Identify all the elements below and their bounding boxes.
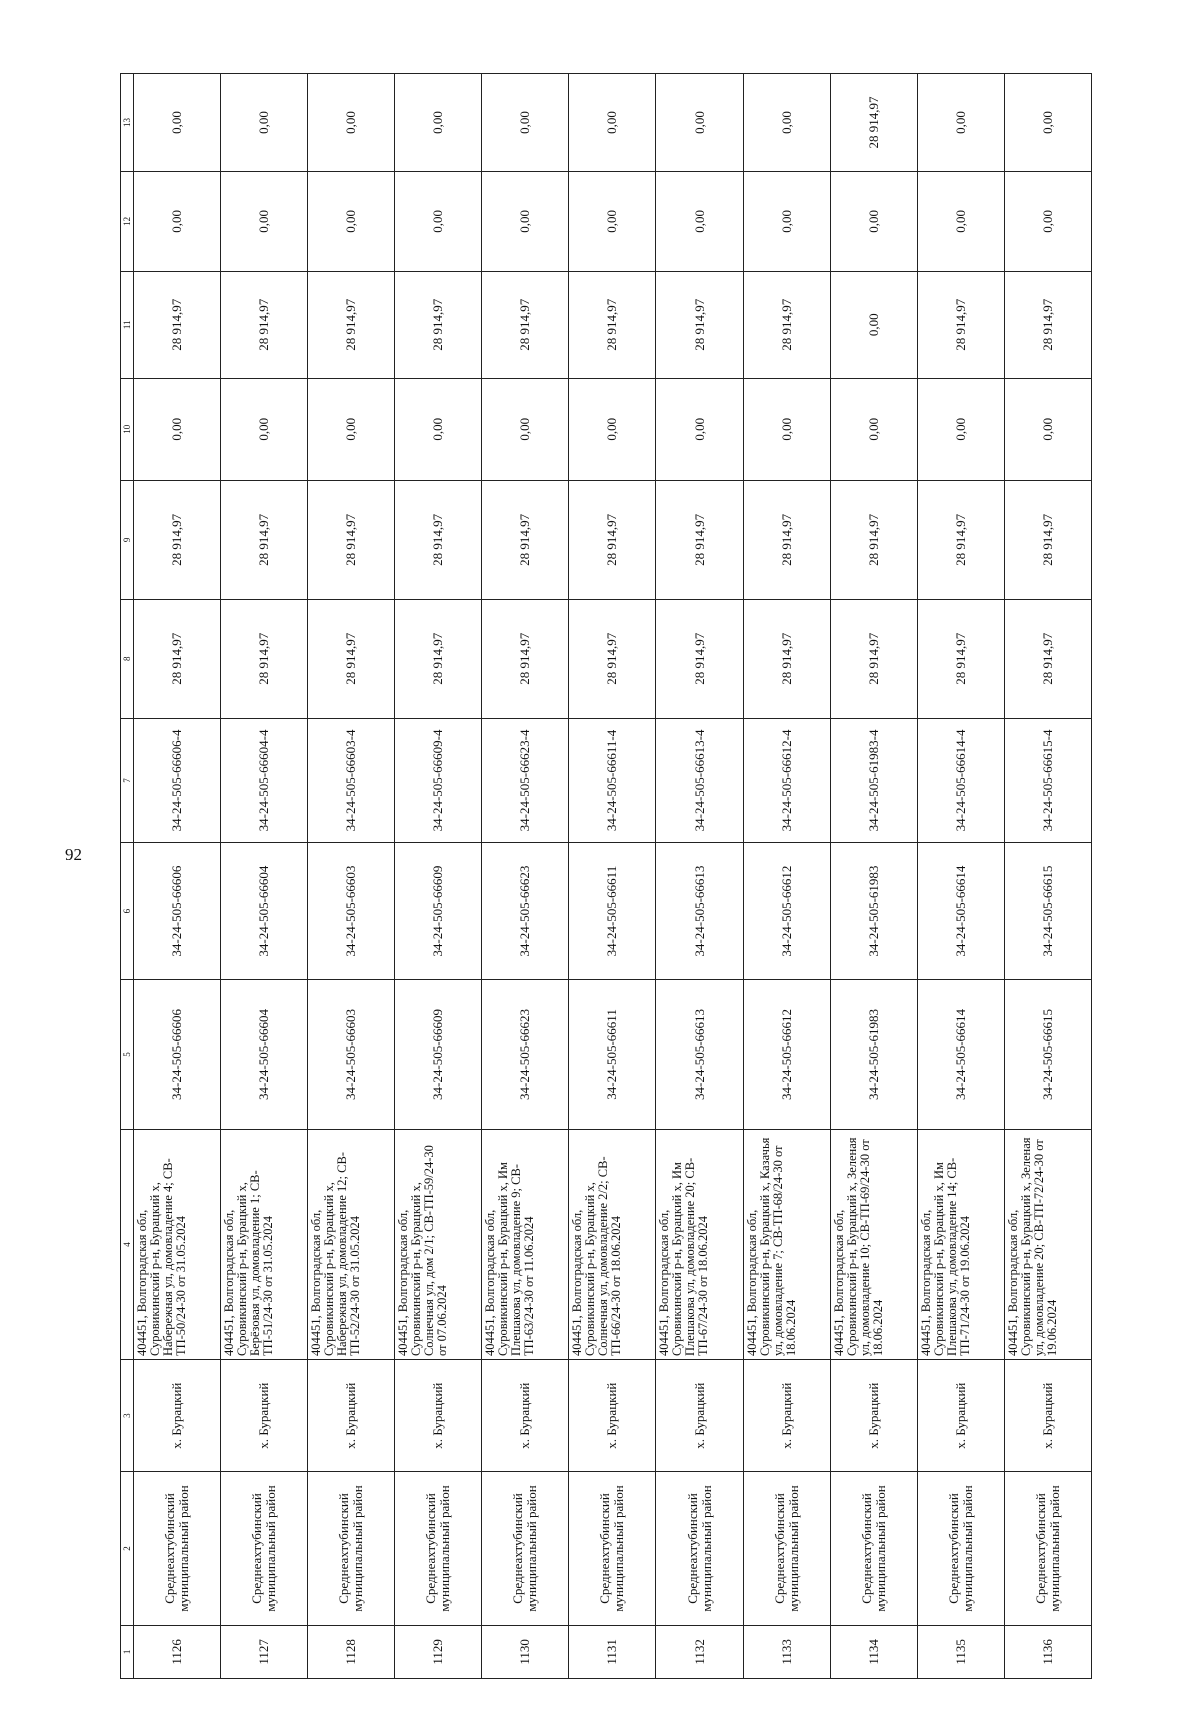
account-number-cell: 34-24-505-66609-4	[395, 718, 482, 842]
table-row	[221, 74, 308, 1679]
object-number-cell: 34-24-505-66615	[1004, 843, 1091, 980]
account-number-cell: 34-24-505-61983-4	[830, 718, 917, 842]
cadastral-number-cell: 34-24-505-66613	[656, 979, 743, 1129]
amount-cell: 28 914,97	[308, 271, 395, 378]
data-table	[120, 73, 1092, 1679]
amount-cell: 0,00	[569, 378, 656, 480]
amount-cell: 28 914,97	[1004, 599, 1091, 718]
amount-cell: 0,00	[1004, 378, 1091, 480]
amount-cell: 0,00	[1004, 171, 1091, 271]
amount-cell: 0,00	[221, 74, 308, 172]
amount-cell: 28 914,97	[743, 271, 830, 378]
amount-cell: 0,00	[134, 378, 221, 480]
amount-cell: 28 914,97	[308, 599, 395, 718]
amount-cell: 0,00	[830, 378, 917, 480]
amount-cell: 0,00	[395, 74, 482, 172]
account-number-cell: 34-24-505-66623-4	[482, 718, 569, 842]
settlement-cell: х. Бурацкий	[830, 1360, 917, 1472]
account-number-cell: 34-24-505-66603-4	[308, 718, 395, 842]
address-cell: 404451, Волгоградская обл, Суровикинский р-н, Бурацкий х, Солнечная ул, дом 2/1; СВ-ТП-59/24-30 от 07.06.2024	[395, 1129, 482, 1359]
amount-cell: 28 914,97	[395, 599, 482, 718]
amount-cell: 0,00	[308, 378, 395, 480]
amount-cell: 0,00	[917, 74, 1004, 172]
amount-cell: 28 914,97	[743, 599, 830, 718]
amount-cell: 28 914,97	[1004, 271, 1091, 378]
amount-cell: 0,00	[395, 171, 482, 271]
amount-cell: 28 914,97	[830, 599, 917, 718]
address-cell: 404451, Волгоградская обл, Суровикинский р-н, Бурацкий х, Им Плешакова ул, домовладение 14; СВ-ТП-71/24-30 от 19.06.2024	[917, 1129, 1004, 1359]
row-number-cell: 1130	[482, 1625, 569, 1678]
amount-cell: 28 914,97	[395, 271, 482, 378]
district-cell: Среднеахтубинский муниципальный район	[221, 1472, 308, 1625]
row-number-cell: 1133	[743, 1625, 830, 1678]
object-number-cell: 34-24-505-66612	[743, 843, 830, 980]
column-header: 8	[121, 599, 134, 718]
column-header: 9	[121, 480, 134, 599]
district-cell: Среднеахтубинский муниципальный район	[308, 1472, 395, 1625]
amount-cell: 0,00	[1004, 74, 1091, 172]
cadastral-number-cell: 34-24-505-66615	[1004, 979, 1091, 1129]
account-number-cell: 34-24-505-66604-4	[221, 718, 308, 842]
settlement-cell: х. Бурацкий	[395, 1360, 482, 1472]
object-number-cell: 34-24-505-66611	[569, 843, 656, 980]
district-cell: Среднеахтубинский муниципальный район	[134, 1472, 221, 1625]
district-cell: Среднеахтубинский муниципальный район	[395, 1472, 482, 1625]
column-header: 2	[121, 1472, 134, 1625]
district-cell: Среднеахтубинский муниципальный район	[569, 1472, 656, 1625]
header-row	[121, 74, 134, 1679]
row-number-cell: 1129	[395, 1625, 482, 1678]
page-number: 92	[65, 845, 82, 864]
column-header: 1	[121, 1625, 134, 1678]
district-cell: Среднеахтубинский муниципальный район	[830, 1472, 917, 1625]
object-number-cell: 34-24-505-66623	[482, 843, 569, 980]
table-row	[395, 74, 482, 1679]
amount-cell: 28 914,97	[656, 480, 743, 599]
amount-cell: 0,00	[830, 171, 917, 271]
account-number-cell: 34-24-505-66613-4	[656, 718, 743, 842]
row-number-cell: 1136	[1004, 1625, 1091, 1678]
rotated-table-container	[120, 73, 1092, 1679]
object-number-cell: 34-24-505-66609	[395, 843, 482, 980]
table-row	[743, 74, 830, 1679]
amount-cell: 28 914,97	[308, 480, 395, 599]
amount-cell: 28 914,97	[134, 599, 221, 718]
amount-cell: 0,00	[917, 171, 1004, 271]
column-header: 12	[121, 171, 134, 271]
amount-cell: 0,00	[134, 74, 221, 172]
row-number-cell: 1127	[221, 1625, 308, 1678]
amount-cell: 0,00	[830, 271, 917, 378]
amount-cell: 0,00	[743, 74, 830, 172]
table-row	[830, 74, 917, 1679]
settlement-cell: х. Бурацкий	[221, 1360, 308, 1472]
cadastral-number-cell: 34-24-505-66604	[221, 979, 308, 1129]
column-header: 7	[121, 718, 134, 842]
account-number-cell: 34-24-505-66614-4	[917, 718, 1004, 842]
amount-cell: 28 914,97	[134, 271, 221, 378]
cadastral-number-cell: 34-24-505-66603	[308, 979, 395, 1129]
address-cell: 404451, Волгоградская обл, Суровикинский р-н, Бурацкий х, Набережная ул, домовладение 12; СВ-ТП-52/24-30 от 31.05.2024	[308, 1129, 395, 1359]
account-number-cell: 34-24-505-66615-4	[1004, 718, 1091, 842]
row-number-cell: 1134	[830, 1625, 917, 1678]
amount-cell: 28 914,97	[221, 599, 308, 718]
address-cell: 404451, Волгоградская обл, Суровикинский р-н, Бурацкий х, Зеленая ул, домовладение 20; СВ-ТП-72/24-30 от 19.06.2024	[1004, 1129, 1091, 1359]
amount-cell: 0,00	[743, 378, 830, 480]
object-number-cell: 34-24-505-66604	[221, 843, 308, 980]
row-number-cell: 1128	[308, 1625, 395, 1678]
amount-cell: 28 914,97	[656, 271, 743, 378]
amount-cell: 28 914,97	[917, 599, 1004, 718]
settlement-cell: х. Бурацкий	[569, 1360, 656, 1472]
amount-cell: 28 914,97	[569, 480, 656, 599]
object-number-cell: 34-24-505-66613	[656, 843, 743, 980]
amount-cell: 28 914,97	[830, 480, 917, 599]
cadastral-number-cell: 34-24-505-66614	[917, 979, 1004, 1129]
amount-cell: 28 914,97	[569, 271, 656, 378]
cadastral-number-cell: 34-24-505-66609	[395, 979, 482, 1129]
amount-cell: 0,00	[569, 171, 656, 271]
amount-cell: 28 914,97	[656, 599, 743, 718]
district-cell: Среднеахтубинский муниципальный район	[743, 1472, 830, 1625]
amount-cell: 28 914,97	[221, 480, 308, 599]
cadastral-number-cell: 34-24-505-66611	[569, 979, 656, 1129]
column-header: 5	[121, 979, 134, 1129]
amount-cell: 0,00	[656, 74, 743, 172]
amount-cell: 28 914,97	[482, 480, 569, 599]
amount-cell: 28 914,97	[917, 480, 1004, 599]
table-row	[482, 74, 569, 1679]
amount-cell: 0,00	[656, 378, 743, 480]
table-row	[917, 74, 1004, 1679]
settlement-cell: х. Бурацкий	[656, 1360, 743, 1472]
address-cell: 404451, Волгоградская обл, Суровикинский р-н, Бурацкий х, Казачья ул, домовладение 7; СВ-ТП-68/24-30 от 18.06.2024	[743, 1129, 830, 1359]
amount-cell: 28 914,97	[134, 480, 221, 599]
amount-cell: 28 914,97	[917, 271, 1004, 378]
settlement-cell: х. Бурацкий	[917, 1360, 1004, 1472]
amount-cell: 0,00	[134, 171, 221, 271]
cadastral-number-cell: 34-24-505-66606	[134, 979, 221, 1129]
table-row	[308, 74, 395, 1679]
amount-cell: 28 914,97	[395, 480, 482, 599]
address-cell: 404451, Волгоградская обл, Суровикинский р-н, Бурацкий х, Солнечная ул, домовладение 2/2; СВ-ТП-66/24-30 от 18.06.2024	[569, 1129, 656, 1359]
amount-cell: 0,00	[743, 171, 830, 271]
amount-cell: 28 914,97	[830, 74, 917, 172]
settlement-cell: х. Бурацкий	[482, 1360, 569, 1472]
amount-cell: 0,00	[221, 171, 308, 271]
amount-cell: 0,00	[482, 74, 569, 172]
amount-cell: 28 914,97	[221, 271, 308, 378]
amount-cell: 0,00	[482, 378, 569, 480]
amount-cell: 0,00	[569, 74, 656, 172]
district-cell: Среднеахтубинский муниципальный район	[917, 1472, 1004, 1625]
settlement-cell: х. Бурацкий	[308, 1360, 395, 1472]
district-cell: Среднеахтубинский муниципальный район	[1004, 1472, 1091, 1625]
address-cell: 404451, Волгоградская обл, Суровикинский р-н, Бурацкий х, Зеленая ул, домовладение 10; СВ-ТП-69/24-30 от 18.06.2024	[830, 1129, 917, 1359]
amount-cell: 0,00	[308, 74, 395, 172]
address-cell: 404451, Волгоградская обл, Суровикинский р-н, Бурацкий х, Им Плешакова ул, домовладение 9; СВ-ТП-63/24-30 от 11.06.2024	[482, 1129, 569, 1359]
amount-cell: 28 914,97	[569, 599, 656, 718]
column-header: 6	[121, 843, 134, 980]
amount-cell: 0,00	[395, 378, 482, 480]
column-header: 10	[121, 378, 134, 480]
row-number-cell: 1135	[917, 1625, 1004, 1678]
address-cell: 404451, Волгоградская обл, Суровикинский р-н, Бурацкий х, Набережная ул, домовладение 4; СВ-ТП-50/24-30 от 31.05.2024	[134, 1129, 221, 1359]
row-number-cell: 1132	[656, 1625, 743, 1678]
amount-cell: 0,00	[656, 171, 743, 271]
account-number-cell: 34-24-505-66611-4	[569, 718, 656, 842]
table-row	[1004, 74, 1091, 1679]
column-header: 4	[121, 1129, 134, 1359]
amount-cell: 28 914,97	[482, 599, 569, 718]
amount-cell: 0,00	[917, 378, 1004, 480]
column-header: 11	[121, 271, 134, 378]
cadastral-number-cell: 34-24-505-61983	[830, 979, 917, 1129]
table-row	[134, 74, 221, 1679]
address-cell: 404451, Волгоградская обл, Суровикинский р-н, Бурацкий х, Берёзовая ул, домовладение 1; СВ-ТП-51/24-30 от 31.05.2024	[221, 1129, 308, 1359]
row-number-cell: 1131	[569, 1625, 656, 1678]
cadastral-number-cell: 34-24-505-66612	[743, 979, 830, 1129]
settlement-cell: х. Бурацкий	[743, 1360, 830, 1472]
table-row	[656, 74, 743, 1679]
column-header: 13	[121, 74, 134, 172]
settlement-cell: х. Бурацкий	[134, 1360, 221, 1472]
object-number-cell: 34-24-505-66614	[917, 843, 1004, 980]
amount-cell: 0,00	[308, 171, 395, 271]
amount-cell: 28 914,97	[743, 480, 830, 599]
address-cell: 404451, Волгоградская обл, Суровикинский р-н, Бурацкий х, Им Плешакова ул, домовладение 20; СВ-ТП-67/24-30 от 18.06.2024	[656, 1129, 743, 1359]
object-number-cell: 34-24-505-66603	[308, 843, 395, 980]
account-number-cell: 34-24-505-66606-4	[134, 718, 221, 842]
object-number-cell: 34-24-505-61983	[830, 843, 917, 980]
amount-cell: 28 914,97	[1004, 480, 1091, 599]
account-number-cell: 34-24-505-66612-4	[743, 718, 830, 842]
amount-cell: 0,00	[482, 171, 569, 271]
district-cell: Среднеахтубинский муниципальный район	[482, 1472, 569, 1625]
row-number-cell: 1126	[134, 1625, 221, 1678]
amount-cell: 28 914,97	[482, 271, 569, 378]
district-cell: Среднеахтубинский муниципальный район	[656, 1472, 743, 1625]
amount-cell: 0,00	[221, 378, 308, 480]
settlement-cell: х. Бурацкий	[1004, 1360, 1091, 1472]
cadastral-number-cell: 34-24-505-66623	[482, 979, 569, 1129]
table-row	[569, 74, 656, 1679]
object-number-cell: 34-24-505-66606	[134, 843, 221, 980]
column-header: 3	[121, 1360, 134, 1472]
